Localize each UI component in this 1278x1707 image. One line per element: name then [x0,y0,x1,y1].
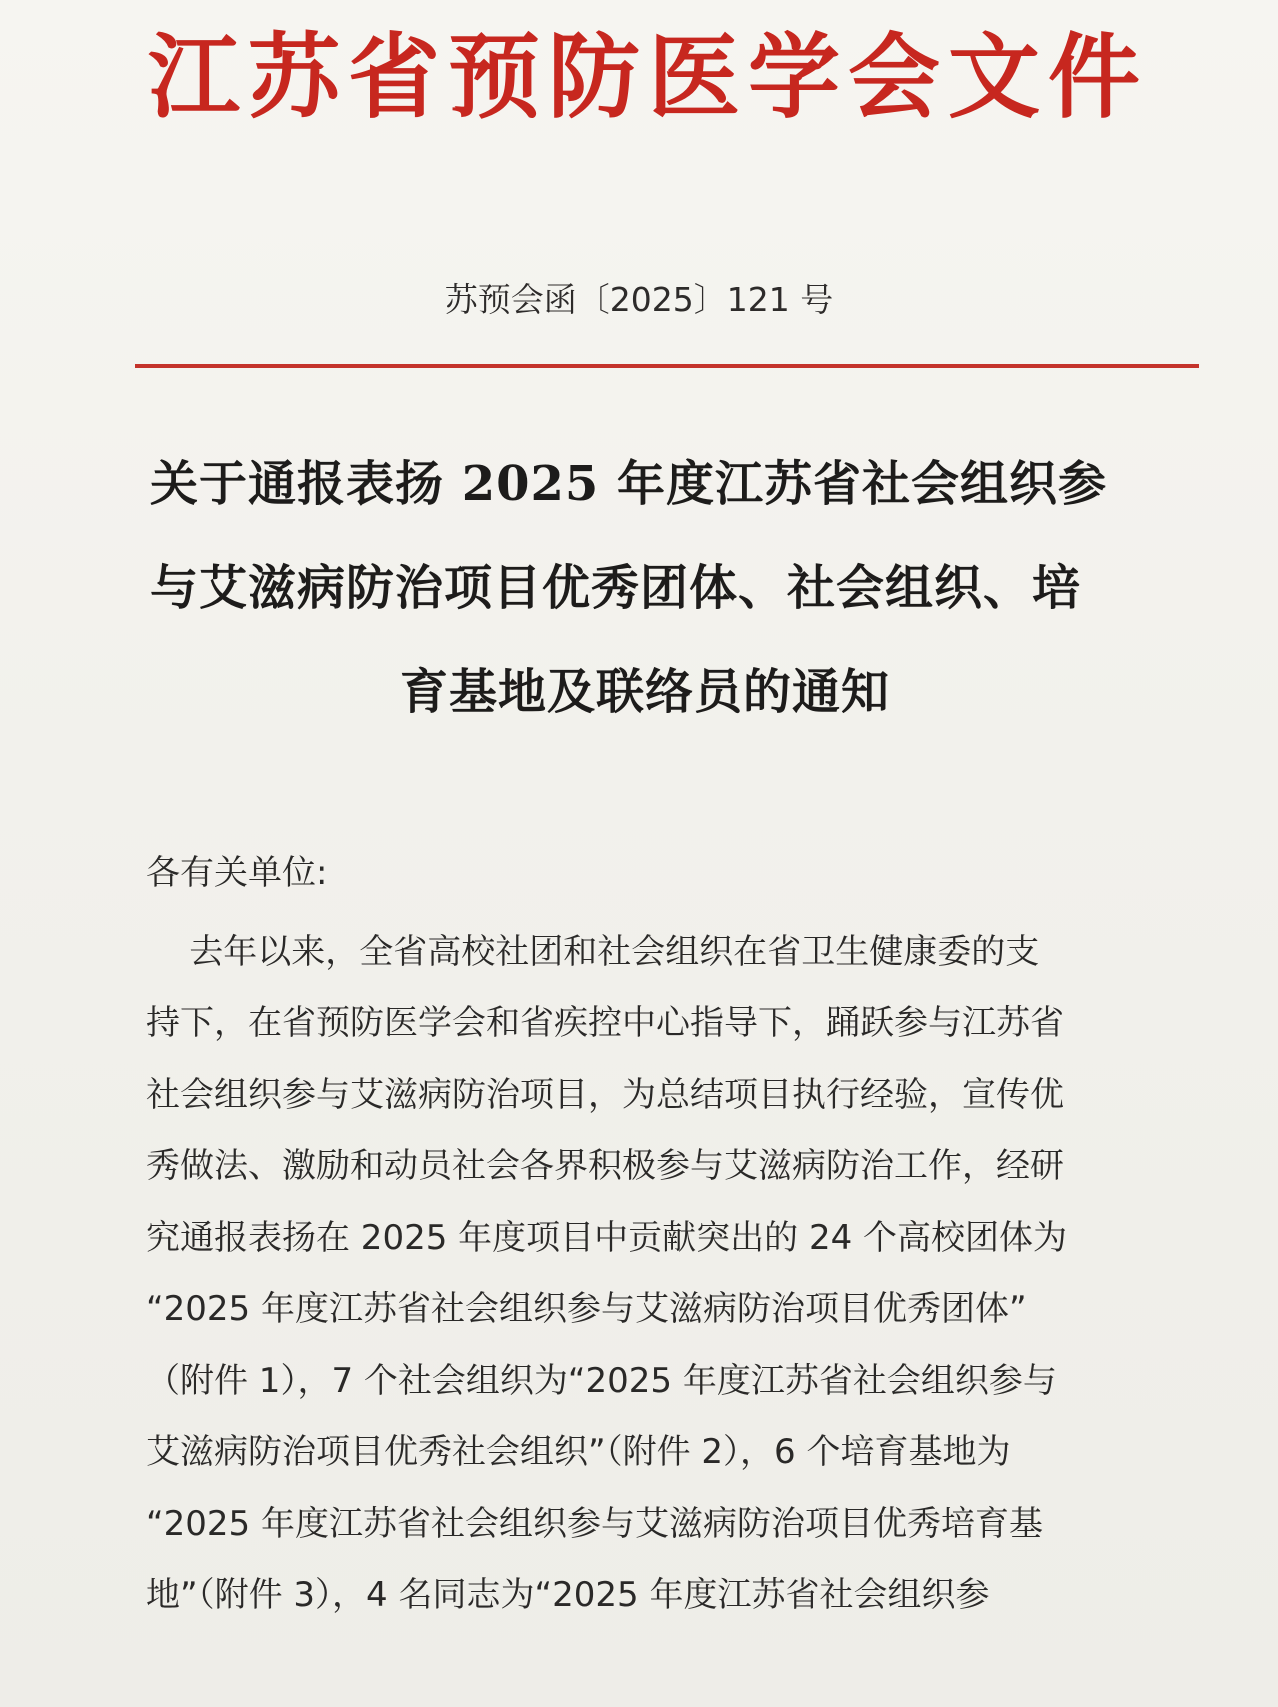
body-line: 持下，在省预防医学会和省疾控中心指导下，踊跃参与江苏省 [146,1003,1064,1043]
notice-title [150,432,1140,744]
body-line: “2025 年度江苏省社会组织参与艾滋病防治项目优秀培育基 [146,1503,1043,1544]
letterhead-title: 江苏省预防医学会文件 [148,23,1149,131]
notice-body [146,838,1146,1632]
body-line: 去年以来，全省高校社团和社会组织在省卫生健康委的支 [146,931,1040,972]
body-line: 艾滋病防治项目优秀社会组织”（附件 2），6 个培育基地为 [146,1432,1011,1472]
notice-title-line: 关于通报表扬 2025 年度江苏省社会组织参 [150,456,1108,512]
body-line: “2025 年度江苏省社会组织参与艾滋病防治项目优秀团体” [146,1289,1027,1329]
body-line: 社会组织参与艾滋病防治项目，为总结项目执行经验，宣传优 [146,1074,1064,1115]
document-number: 苏预会函〔2025〕121 号 [444,280,834,319]
notice-title-line: 与艾滋病防治项目优秀团体、社会组织、培 [150,560,1082,616]
salutation: 各有关单位: [146,853,328,893]
body-line: 秀做法、激励和动员社会各界积极参与艾滋病防治工作，经研 [146,1146,1064,1186]
body-line: （附件 1），7 个社会组织为“2025 年度江苏省社会组织参与 [146,1360,1057,1401]
red-divider-line [135,364,1199,368]
notice-title-line: 育基地及联络员的通知 [399,664,890,720]
body-line: 究通报表扬在 2025 年度项目中贡献突出的 24 个高校团体为 [146,1217,1068,1258]
body-line: 地”（附件 3），4 名同志为“2025 年度江苏省社会组织参 [146,1575,990,1615]
